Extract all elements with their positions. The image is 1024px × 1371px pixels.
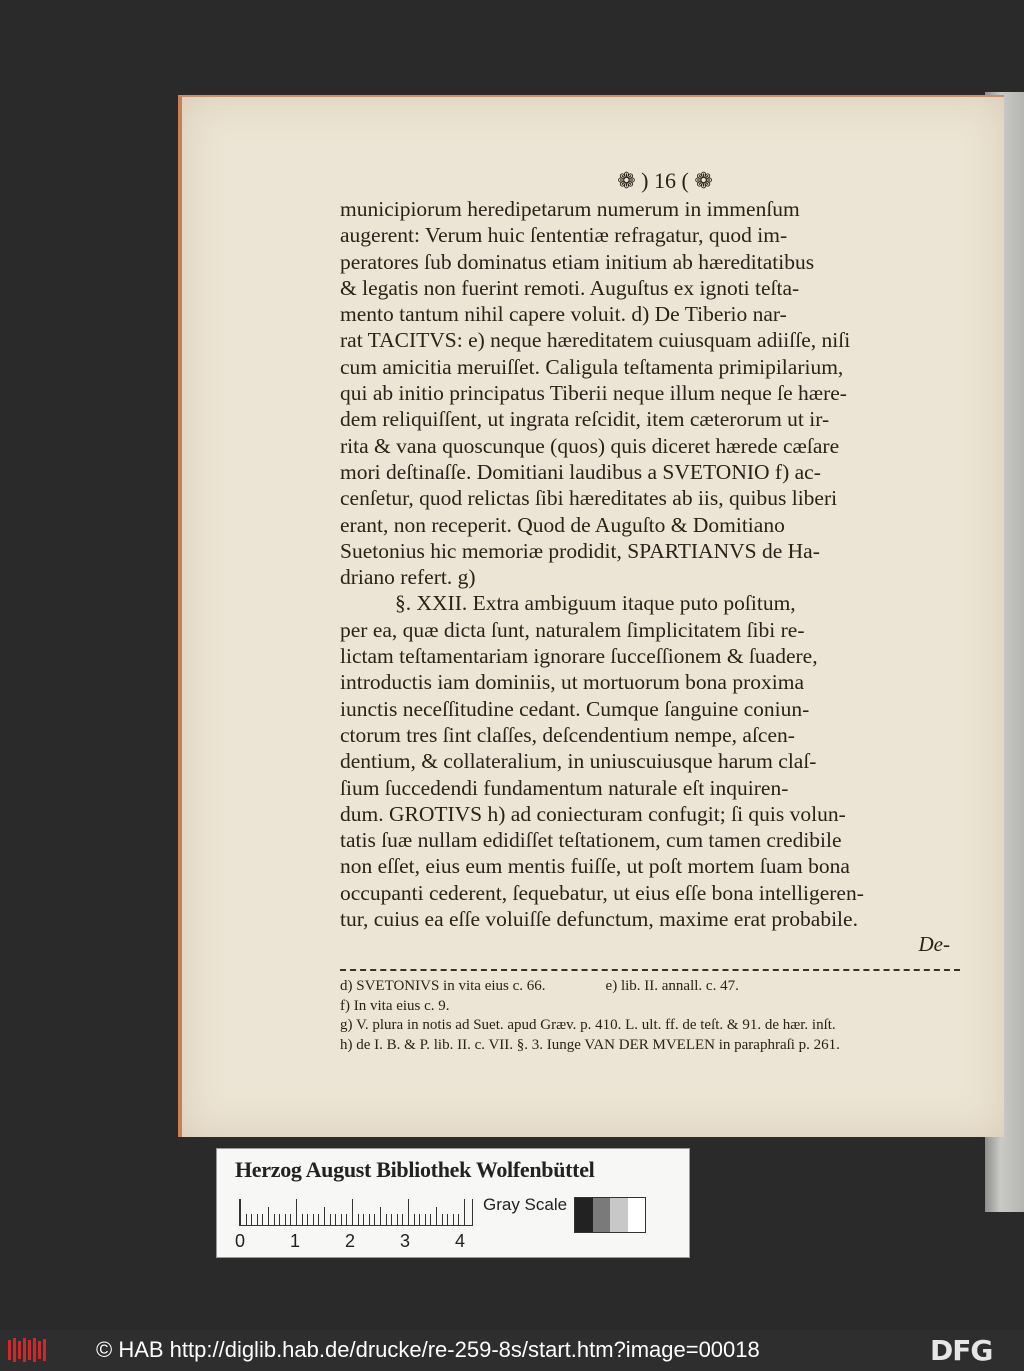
text-line: augerent: Verum huic ſententiæ refragatur, quod im- <box>340 223 788 248</box>
ruler-tick <box>274 1214 275 1225</box>
ruler-tick <box>374 1214 375 1225</box>
ruler-tick <box>458 1214 459 1225</box>
ruler-tick <box>442 1214 443 1225</box>
dfg-logo: DFG <box>930 1334 993 1367</box>
footnote-divider <box>340 969 960 971</box>
footnote-g: g) V. plura in notis ad Suet. apud Græv. p. 410. L. ult. ff. de teſt. & 91. de hær. inſt. <box>340 1017 836 1034</box>
library-name: Herzog August Bibliothek Wolfenbüttel <box>235 1157 595 1182</box>
catchword: De- <box>918 932 950 957</box>
ruler-tick <box>268 1207 269 1225</box>
text-line: per ea, quæ dicta ſunt, naturalem ſimplicitatem ſibi re- <box>340 617 805 642</box>
ruler-tick <box>436 1207 437 1225</box>
ruler-number: 3 <box>400 1231 411 1251</box>
ruler-tick <box>363 1214 364 1225</box>
text-line: mento tantum nihil capere voluit. d) De Tiberio nar- <box>340 302 787 327</box>
footnote-h: h) de I. B. & P. lib. II. c. VII. §. 3. Iunge VAN DER MVELEN in paraphraſi p. 261. <box>340 1036 840 1053</box>
ruler-tick <box>419 1214 420 1225</box>
ruler-tick <box>290 1214 291 1225</box>
text-line: non eſſet, eius eum mentis fuiſſe, ut poſt mortem ſuam bona <box>340 854 850 879</box>
text-line: lictam teſtamentariam ignorare ſucceſſionem & ſuadere, <box>340 644 818 669</box>
ruler-tick <box>397 1214 398 1225</box>
ruler-tick <box>408 1199 409 1225</box>
gray-scale-swatch <box>574 1197 646 1233</box>
ruler-tick <box>341 1214 342 1225</box>
footnote-d: d) SVETONIVS in vita eius c. 66. <box>340 978 546 995</box>
copyright-url[interactable]: © HAB http://diglib.hab.de/drucke/re-259-8s/start.htm?image=00018 <box>96 1337 760 1362</box>
ruler-tick <box>447 1214 448 1225</box>
hab-logo-icon <box>6 1336 48 1364</box>
ruler-tick <box>318 1214 319 1225</box>
text-line: §. XXII. Extra ambiguum itaque puto poſitum, <box>395 591 796 616</box>
ruler-tick <box>246 1214 247 1225</box>
text-line: cenſetur, quod relictas ſibi hæreditates ab iis, quibus liberi <box>340 486 838 511</box>
gray-scale-label: Gray Scale <box>483 1195 568 1214</box>
ruler-tick <box>324 1207 325 1225</box>
ruler-tick <box>386 1214 387 1225</box>
ruler-tick <box>380 1207 381 1225</box>
section-xxii-paragraph <box>340 590 960 932</box>
ruler-number: 1 <box>290 1231 301 1251</box>
library-color-card <box>216 1148 690 1258</box>
ruler-tick <box>402 1214 403 1225</box>
ruler-tick <box>425 1214 426 1225</box>
text-line: iunctis neceſſitudine cedant. Cumque ſanguine coniun- <box>340 696 810 721</box>
ruler-tick <box>240 1199 241 1225</box>
text-line: rat TACITVS: e) neque hæreditatem cuiusquam adiiſſe, niſi <box>340 328 851 353</box>
ruler-tick <box>453 1214 454 1225</box>
ruler-tick <box>346 1214 347 1225</box>
ruler-tick <box>262 1214 263 1225</box>
text-line: Suetonius hic memoriæ prodidit, SPARTIANVS de Ha- <box>340 538 820 563</box>
text-line: municipiorum heredipetarum numerum in immenſum <box>340 197 800 221</box>
page-text <box>340 168 960 1055</box>
page-header: ❁ ) 16 ( ❁ <box>617 168 713 193</box>
ruler-tick <box>391 1214 392 1225</box>
gray-swatch-cell <box>593 1198 611 1232</box>
footnotes <box>340 977 960 1055</box>
text-line: dum. GROTIVS h) ad coniecturam confugit; ſi quis volun- <box>340 801 846 826</box>
ruler-tick <box>251 1214 252 1225</box>
ruler-tick <box>302 1214 303 1225</box>
text-line: driano refert. g) <box>340 565 476 590</box>
text-line: introductis iam dominiis, ut mortuorum bona proxima <box>340 670 804 695</box>
footer-bar <box>0 1330 1024 1371</box>
ruler-tick <box>307 1214 308 1225</box>
ruler-number: 2 <box>345 1231 356 1251</box>
text-line: erant, non receperit. Quod de Auguſto & Domitiano <box>340 512 785 537</box>
text-line: tur, cuius ea eſſe voluiſſe defunctum, maxime erat probabile. <box>340 907 858 932</box>
ruler-tick <box>285 1214 286 1225</box>
ruler-tick <box>369 1214 370 1225</box>
gray-swatch-cell <box>628 1198 646 1232</box>
text-line: dem reliquiſſent, ut ingrata reſcidit, item cæterorum ut ir- <box>340 407 830 432</box>
ruler-tick <box>414 1214 415 1225</box>
text-line: ſium ſuccedendi fundamentum naturale eſt inquiren- <box>340 775 789 800</box>
text-line: ctorum tres ſint claſſes, deſcendentium nempe, aſcen- <box>340 722 795 747</box>
ruler-tick <box>464 1199 465 1225</box>
text-line: dentium, & collateralium, in uniuscuiusque harum claſ- <box>340 749 817 774</box>
text-line: peratores ſub dominatus etiam initium ab hæreditatibus <box>340 249 815 274</box>
text-line: qui ab initio principatus Tiberii neque illum neque ſe hære- <box>340 381 847 406</box>
ruler-tick <box>335 1214 336 1225</box>
measurement-ruler <box>239 1199 473 1226</box>
text-line: mori deſtinaſſe. Domitiani laudibus a SVETONIO f) ac- <box>340 459 821 484</box>
ruler-number: 4 <box>455 1231 466 1251</box>
ruler-tick <box>313 1214 314 1225</box>
ruler-tick <box>296 1199 297 1225</box>
ruler-number: 0 <box>235 1231 246 1251</box>
main-paragraph <box>340 196 960 590</box>
text-line: occupanti cederent, ſequebatur, ut eius eſſe bona intelligeren- <box>340 880 864 905</box>
ruler-tick <box>358 1214 359 1225</box>
footnote-f: f) In vita eius c. 9. <box>340 997 450 1014</box>
gray-swatch-cell <box>610 1198 628 1232</box>
ruler-tick <box>279 1214 280 1225</box>
footnote-e: e) lib. II. annall. c. 47. <box>605 978 739 995</box>
text-line: & legatis non fuerint remoti. Auguſtus ex ignoti teſta- <box>340 275 800 300</box>
text-line: cum amicitia meruiſſet. Caligula teſtamenta primipilarium, <box>340 354 844 379</box>
text-line: rita & vana quoscunque (quos) quis diceret hærede cæſare <box>340 433 840 458</box>
text-line: tatis ſuæ nullam edidiſſet teſtationem, cum tamen credibile <box>340 828 842 853</box>
gray-swatch-cell <box>575 1198 593 1232</box>
ruler-tick <box>430 1214 431 1225</box>
ruler-tick <box>257 1214 258 1225</box>
ruler-tick <box>330 1214 331 1225</box>
ruler-tick <box>352 1199 353 1225</box>
